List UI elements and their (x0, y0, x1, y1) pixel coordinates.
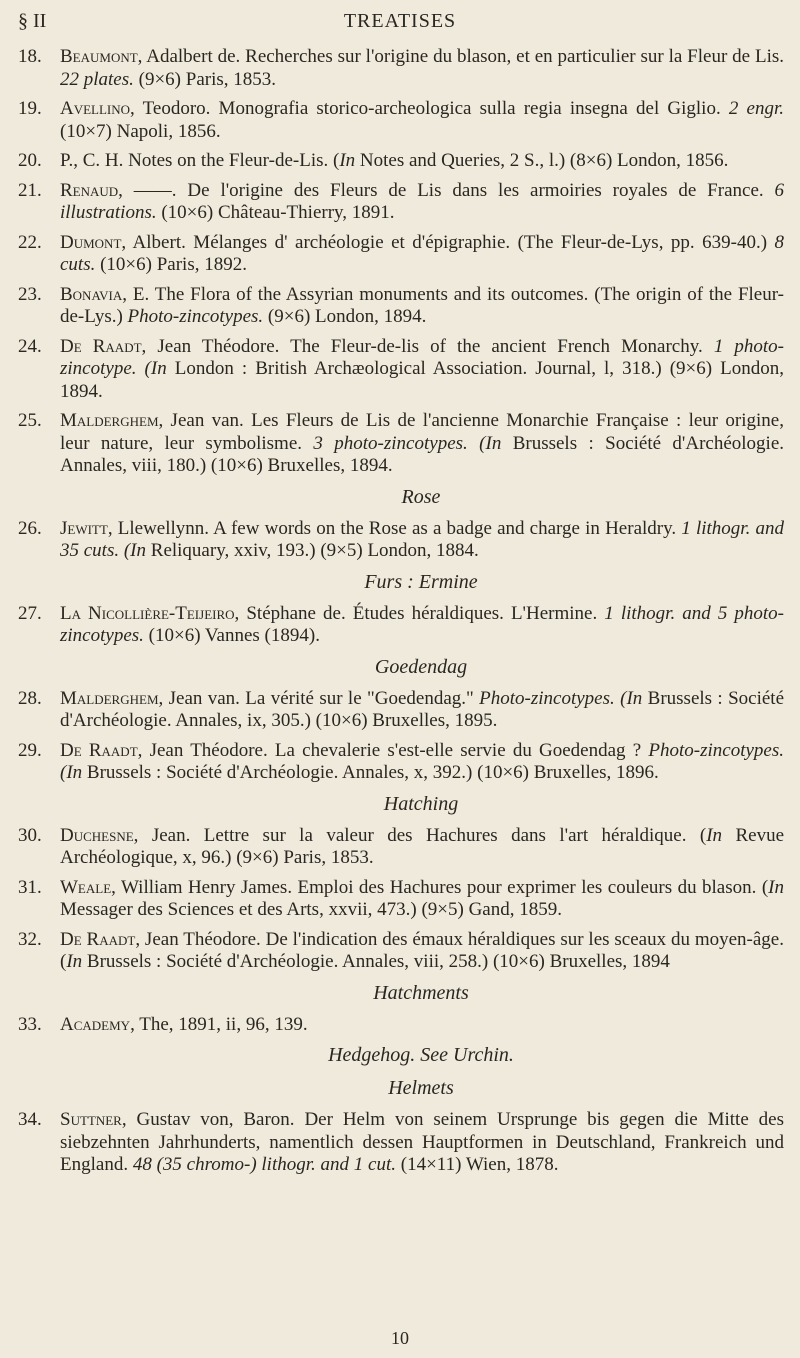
entry-imprint: Brussels : Société d'Archéologie. Annales, viii, 180.) (10×6) Bruxelles, 1894. (60, 432, 785, 476)
entry-imprint: (9×6) Paris, 1853. (133, 68, 277, 90)
bibliography-entry (18, 825, 784, 870)
entry-number: 32. (18, 928, 42, 950)
entry-illustrations: 3 photo-zincotypes. (In (313, 432, 502, 454)
entry-number: 25. (18, 410, 42, 431)
entry-illustrations: 48 (35 chromo-) lithogr. and 1 cut. (132, 1154, 396, 1175)
entry-author: Avellino (60, 98, 131, 119)
entry-author: Dumont (60, 231, 122, 253)
entry-author: Suttner (60, 1109, 122, 1130)
entry-description: , Jean. Lettre sur la valeur des Hachures dans l'art héraldique. ( (133, 824, 707, 846)
subject-heading: Goedendag (374, 655, 468, 678)
entry-author: La Nicollière-Teijeiro (60, 602, 235, 624)
bibliography-entry (18, 232, 784, 277)
entry-illustrations: 6 illustrations. (60, 179, 784, 223)
entry-imprint: (9×6) London, 1894. (263, 306, 427, 327)
entry-text (60, 929, 784, 974)
entry-text (60, 284, 784, 329)
bibliography-entry (18, 284, 784, 329)
entry-description: , E. The Flora of the Assyrian monuments and its outcomes. (The origin of the Fleur-de-Lys.) (60, 283, 784, 327)
entry-text (60, 825, 784, 870)
bibliography-entry (18, 1014, 784, 1037)
entry-description: , William Henry James. Emploi des Hachures pour exprimer les couleurs du blason. ( (111, 876, 769, 898)
entry-text (60, 410, 784, 478)
entry-illustrations: In (339, 150, 356, 171)
entry-author: P., C. H. (60, 150, 124, 171)
entry-text (60, 877, 784, 922)
entry-description: , Jean Théodore. La chevalerie s'est-elle servie du Goedendag ? (137, 739, 649, 761)
subject-heading: Hedgehog. See Urchin. (328, 1044, 514, 1066)
entry-imprint: Brussels : Société d'Archéologie. Annales, ix, 305.) (10×6) Bruxelles, 1895. (60, 687, 784, 731)
entry-author: Jewitt (60, 517, 108, 539)
entry-imprint: (14×11) Wien, 1878. (396, 1154, 559, 1175)
entry-illustrations: In (66, 951, 83, 972)
entry-number: 31. (18, 876, 42, 898)
entry-number: 34. (18, 1109, 42, 1130)
subject-heading: Hatching (383, 792, 459, 815)
entry-author: De Raadt (60, 928, 136, 950)
subject-heading: Helmets (388, 1077, 454, 1099)
entry-author: Bonavia (60, 283, 123, 305)
bibliography-entry (18, 603, 784, 648)
entry-description: , Gustav von, Baron. Der Helm von seinem Ursprunge bis gegen die Mitte des siebzehnten Jahrhunderts, namentlich dessen Hauptformen in Deutschland, Frankreich und England. (60, 1109, 784, 1175)
subject-heading: Furs : Ermine (364, 570, 478, 593)
entry-author: Malderghem (60, 410, 159, 431)
entry-author: De Raadt (60, 739, 138, 761)
entry-illustrations: 8 cuts. (60, 231, 784, 275)
entry-text (60, 1109, 784, 1177)
entry-imprint: Revue Archéologique, x, 96.) (9×6) Paris, 1853. (60, 824, 785, 868)
entry-number: 27. (18, 602, 42, 624)
entry-text (60, 603, 784, 648)
entry-number: 28. (18, 687, 42, 709)
entry-description: , Albert. Mélanges d' archéologie et d'épigraphie. (The Fleur-de-Lys, pp. 639-40.) (121, 231, 775, 253)
entry-text (60, 336, 784, 404)
entry-imprint: Brussels : Société d'Archéologie. Annales, viii, 258.) (10×6) Bruxelles, 1894 (82, 951, 670, 972)
entry-text (60, 688, 784, 733)
entry-number: 24. (18, 335, 42, 357)
entry-number: 29. (18, 739, 42, 761)
entry-illustrations: 2 engr. (728, 98, 784, 119)
entry-text (60, 740, 784, 785)
entry-illustrations: Photo-zincotypes. (In (60, 739, 784, 783)
entry-imprint: Messager des Sciences et des Arts, xxvii, 473.) (9×5) Gand, 1859. (60, 899, 562, 920)
entry-number: 30. (18, 824, 42, 846)
bibliography-entry (18, 740, 784, 785)
entry-author: De Raadt (60, 335, 142, 357)
entry-illustrations: Photo-zincotypes. (In (479, 687, 643, 709)
entry-number: 33. (18, 1013, 42, 1035)
entry-text (60, 1014, 784, 1037)
entry-author: Renaud (60, 179, 119, 201)
bibliography-entry (18, 180, 784, 225)
entry-number: 19. (18, 98, 42, 119)
entry-illustrations: Photo-zincotypes. (127, 306, 264, 327)
entry-description: , Stéphane de. Études héraldiques. L'Hermine. (234, 602, 605, 624)
running-title: TREATISES (343, 10, 457, 32)
entry-author: Duchesne (60, 824, 134, 846)
entry-description: , Llewellynn. A few words on the Rose as a badge and charge in Heraldry. (107, 517, 682, 539)
entry-description: , Jean van. Les Fleurs de Lis de l'ancienne Monarchie Française : leur origine, leur nature, leur symbolisme. (60, 410, 784, 454)
entry-description: Notes on the Fleur-de-Lis. ( (123, 150, 340, 171)
bibliography-entry (18, 1109, 784, 1177)
entry-imprint: (10×6) Château-Thierry, 1891. (156, 202, 395, 223)
entry-imprint: (10×6) Vannes (1894). (143, 625, 320, 646)
entry-description: , Jean Théodore. The Fleur-de-lis of the ancient French Monarchy. (141, 335, 714, 357)
entry-description: , Jean Théodore. De l'indication des émaux héraldiques sur les sceaux du moyen-âge. ( (60, 928, 784, 972)
entry-illustrations: 1 photo-zincotype. (In (60, 335, 785, 379)
entry-number: 21. (18, 179, 42, 201)
bibliography-entry (18, 877, 784, 922)
entry-text (60, 180, 784, 225)
entry-illustrations: In (706, 824, 723, 846)
entry-description: , Adalbert de. Recherches sur l'origine du blason, et en particulier sur la Fleur de Lis. (137, 46, 784, 67)
entry-author: Weale (60, 876, 112, 898)
bibliography-entry (18, 518, 784, 563)
entry-author: Academy (60, 1013, 131, 1035)
entry-description: , Teodoro. Monografia storico-archeologica sulla regia insegna del Giglio. (130, 98, 729, 119)
entry-imprint: Reliquary, xxiv, 193.) (9×5) London, 1884. (146, 540, 479, 561)
entry-imprint: (10×6) Paris, 1892. (95, 254, 247, 275)
bibliography-entry (18, 336, 784, 404)
entry-text (60, 232, 784, 277)
entry-description: , The, 1891, ii, 96, 139. (130, 1013, 308, 1035)
entry-imprint: (10×7) Napoli, 1856. (60, 120, 221, 142)
bibliography-entry (18, 410, 784, 478)
bibliography-entry (18, 98, 784, 143)
bibliography-entry (18, 688, 784, 733)
entry-illustrations: 1 lithogr. and 35 cuts. (In (60, 517, 785, 561)
bibliography-list (18, 46, 784, 1184)
section-mark: § II (18, 10, 47, 32)
entry-illustrations: In (768, 876, 784, 898)
entry-description: , ——. De l'origine des Fleurs de Lis dans les armoiries royales de France. (118, 179, 775, 201)
entry-description: , Jean van. La vérité sur le "Goedendag." (158, 687, 480, 709)
entry-illustrations: 1 lithogr. and 5 photo-zincotypes. (60, 602, 785, 646)
entry-number: 23. (18, 283, 42, 305)
entry-illustrations: 22 plates. (60, 68, 134, 90)
entry-author: Beaumont (60, 46, 138, 67)
entry-text (60, 518, 784, 563)
page-header (18, 6, 782, 36)
entry-text (60, 98, 784, 143)
subject-heading: Hatchments (373, 981, 469, 1004)
entry-number: 22. (18, 231, 42, 253)
entry-text (60, 46, 784, 91)
bibliography-entry (18, 150, 784, 173)
entry-author: Malderghem (60, 687, 159, 709)
entry-number: 18. (18, 46, 42, 67)
entry-number: 20. (18, 150, 42, 171)
entry-text (60, 150, 784, 173)
entry-imprint: Notes and Queries, 2 S., l.) (8×6) London, 1856. (355, 150, 729, 171)
entry-imprint: London : British Archæological Association. Journal, l, 318.) (9×6) London, 1894. (60, 358, 784, 402)
entry-number: 26. (18, 517, 42, 539)
bibliography-entry (18, 46, 784, 91)
subject-heading: Rose (401, 485, 441, 508)
entry-imprint: Brussels : Société d'Archéologie. Annales, x, 392.) (10×6) Bruxelles, 1896. (82, 762, 659, 783)
page-number: 10 (391, 1328, 409, 1348)
bibliography-entry (18, 929, 784, 974)
